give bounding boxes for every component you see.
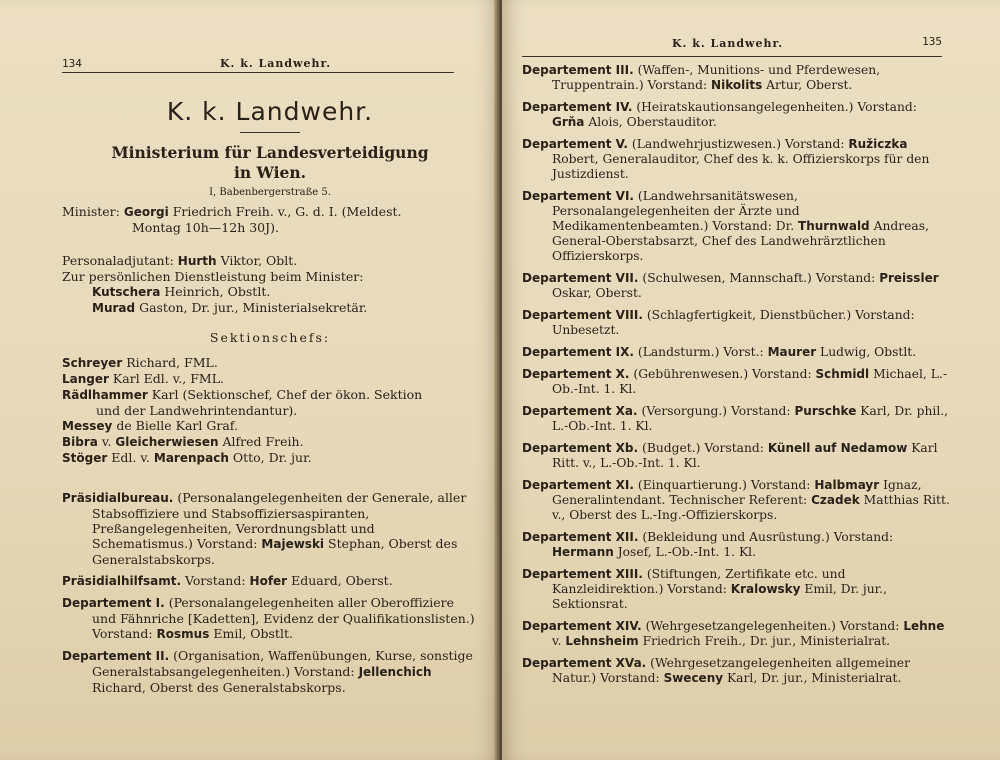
ministry-address: I, Babenbergerstraße 5. <box>209 187 331 198</box>
zur-dienstleistung-line: Zur persönlichen Dienstleistung beim Minister: <box>62 269 364 284</box>
title-rule <box>240 132 300 133</box>
departement-entry: Departement III. (Waffen-, Munitions- und Pferdewesen, Truppentrain.) Vorstand: Nikolits Artur, Oberst. <box>522 63 881 92</box>
running-head-title: K. k. Landwehr. <box>672 37 784 50</box>
departement-entry: Departement XIV. (Wehrgesetzangelegenheiten.) Vorstand: Lehne v. Lehnsheim Friedrich Freih., Dr. jur., Ministerialrat. <box>522 619 945 648</box>
departement-entry: Departement Xa. (Versorgung.) Vorstand: Purschke Karl, Dr. phil., L.-Ob.-Int. 1. Kl. <box>522 404 949 433</box>
running-header <box>522 16 942 57</box>
left-page <box>0 0 498 760</box>
minister-name: Georgi <box>123 205 169 219</box>
departement-entry: Departement IV. (Heiratskautionsangelegenheiten.) Vorstand: Grňa Alois, Oberstauditor. <box>522 100 917 129</box>
langer-entry: Langer Karl Edl. v., FML. <box>62 371 224 386</box>
departement-entry: Departement X. (Gebührenwesen.) Vorstand: Schmidl Michael, L.-Ob.-Int. 1. Kl. <box>522 367 947 396</box>
raedlhammer-cont: und der Landwehrintendantur). <box>96 403 298 418</box>
page-number: 135 <box>922 35 942 48</box>
departement-entry: Departement XIII. (Stiftungen, Zertifikate etc. und Kanzleidirektion.) Vorstand: Kralowsky Emil, Dr. jur., Sektionsrat. <box>522 567 887 611</box>
kutschera-entry: Kutschera Heinrich, Obstlt. <box>92 284 271 299</box>
departement-1-entry: Departement I. (Personalangelegenheiten aller Oberoffiziere und Fähnriche [Kadetten], Evidenz der Qualifikationslisten.) Vorstand: Rosmus Emil, Obstlt. <box>62 595 475 641</box>
ministry-heading-line2: in Wien. <box>233 163 307 182</box>
departement-entry: Departement Xb. (Budget.) Vorstand: Künell auf Nedamow Karl Ritt. v., L.-Ob.-Int. 1. Kl. <box>522 441 938 470</box>
messey-entry: Messey de Bielle Karl Graf. <box>62 418 238 433</box>
schreyer-entry: Schreyer Richard, FML. <box>62 355 218 370</box>
bibra-entry: Bibra v. Gleicherwiesen Alfred Freih. <box>62 434 304 449</box>
murad-entry: Murad Gaston, Dr. jur., Ministerialsekretär. <box>92 300 368 315</box>
praesidialbureau-entry: Präsidialbureau. (Personalangelegenheiten der Generale, aller Stabsoffiziere und Stabsoffiziersaspiranten, Preßangelegenheiten, Verordnungsblatt und Schematismus.) Vorstand: Majewski Stephan, Oberst des Generalstabskorps. <box>62 490 467 567</box>
departement-2-entry: Departement II. (Organisation, Waffenübungen, Kurse, sonstige Generalstabsangelegenheiten.) Vorstand: Jellenchich Richard, Oberst des Generalstabskorps. <box>62 648 473 695</box>
minister-entry: Minister: Georgi Friedrich Freih. v., G. d. I. (Meldest. <box>62 204 402 219</box>
departement-entry: Departement XI. (Einquartierung.) Vorstand: Halbmayr Ignaz, Generalintendant. Technischer Referent: Czadek Matthias Ritt. v., Oberst des L.-Ing.-Offizierskorps. <box>522 478 950 522</box>
departement-list <box>522 63 950 686</box>
departement-entry: Departement VII. (Schulwesen, Mannschaft.) Vorstand: Preissler Oskar, Oberst. <box>522 271 939 300</box>
departement-entry: Departement XII. (Bekleidung und Ausrüstung.) Vorstand: Hermann Josef, L.-Ob.-Int. 1. Kl. <box>522 530 894 559</box>
ministry-heading-line1: Ministerium für Landesverteidigung <box>111 143 429 162</box>
departement-entry: Departement IX. (Landsturm.) Vorst.: Maurer Ludwig, Obstlt. <box>522 345 917 359</box>
sektionschefs-heading: Sektionschefs: <box>209 330 331 345</box>
departement-entry: Departement VIII. (Schlagfertigkeit, Dienstbücher.) Vorstand: Unbesetzt. <box>522 308 915 337</box>
running-header <box>62 32 454 73</box>
departement-entry: Departement VI. (Landwehrsanitätswesen, Personalangelegenheiten der Ärzte und Medikamentenbeamten.) Vorstand: Dr. Thurnwald Andreas, General-Oberstabsarzt, Chef des Landwehrärztlichen Offizierskorps. <box>522 189 929 263</box>
personaladjutant-entry: Personaladjutant: Hurth Viktor, Oblt. <box>62 253 298 268</box>
raedlhammer-entry: Rädlhammer Karl (Sektionschef, Chef der ökon. Sektion <box>62 387 423 402</box>
praesidialhilfsamt-entry: Präsidialhilfsamt. Vorstand: Hofer Eduard, Oberst. <box>62 573 393 588</box>
right-page <box>502 0 1000 760</box>
minister-hours: Montag 10h—12h 30J). <box>132 220 279 235</box>
departement-entry: Departement V. (Landwehrjustizwesen.) Vorstand: Ružiczka Robert, Generalauditor, Chef des k. k. Offizierskorps für den Justizdienst. <box>522 137 930 181</box>
running-head-title: K. k. Landwehr. <box>220 57 332 70</box>
stoeger-entry: Stöger Edl. v. Marenpach Otto, Dr. jur. <box>62 450 312 465</box>
page-number: 134 <box>62 57 82 70</box>
section-title: K. k. Landwehr. <box>166 97 374 126</box>
departement-entry: Departement XVa. (Wehrgesetzangelegenheiten allgemeiner Natur.) Vorstand: Sweceny Karl, Dr. jur., Ministerialrat. <box>522 656 910 685</box>
